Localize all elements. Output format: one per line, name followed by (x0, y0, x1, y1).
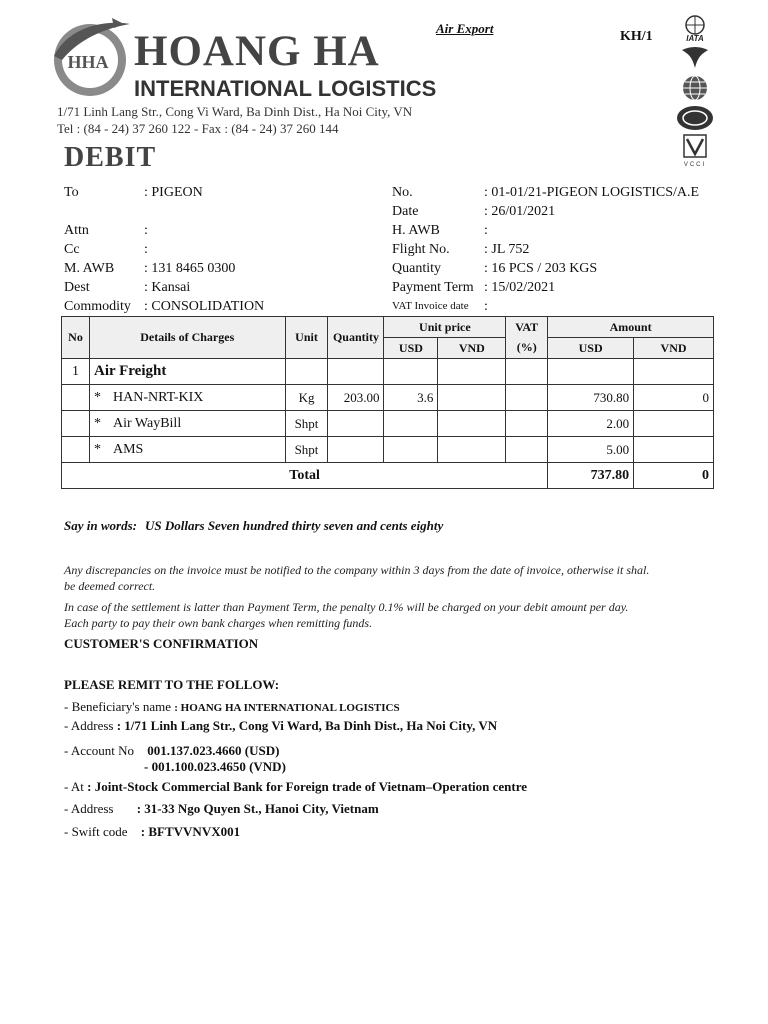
remit-address (64, 716, 497, 735)
group-no: 1 (62, 359, 90, 385)
col-price-vnd: VND (438, 338, 506, 359)
cell-unit: Shpt (285, 411, 328, 437)
shipment-info (392, 183, 732, 316)
info-value: : 15/02/2021 (484, 280, 556, 295)
cell-amount-usd: 5.00 (548, 437, 634, 463)
iata-label: IATA (686, 34, 704, 42)
iata-badge (672, 14, 718, 42)
cell-no (62, 385, 90, 411)
info-row (64, 221, 394, 240)
info-label: Dest (64, 280, 90, 295)
bullet: * (93, 415, 101, 431)
cell-amount-vnd (634, 437, 714, 463)
note-discrepancies-cont: be deemed correct. (64, 579, 156, 593)
account-label: - Account No (64, 743, 135, 758)
amount-in-words (64, 518, 443, 534)
table-total-row (62, 463, 714, 489)
iata-icon (672, 14, 718, 42)
cell-vat (506, 437, 548, 463)
info-value: : (484, 223, 488, 238)
cell-quantity: 203.00 (328, 385, 384, 411)
cell-amount-vnd: 0 (634, 385, 714, 411)
cell-quantity (328, 437, 384, 463)
info-label: Cc (64, 242, 80, 257)
cell-price-usd: 3.6 (384, 385, 438, 411)
info-value: : 26/01/2021 (484, 204, 556, 219)
info-row (392, 202, 732, 221)
table-row (62, 437, 714, 463)
info-value: : 16 PCS / 203 KGS (484, 261, 598, 276)
bullet: * (93, 441, 101, 457)
info-value: : PIGEON (144, 185, 203, 200)
globe-emblem (672, 74, 718, 102)
bank-address-value: : 31-33 Ngo Quyen St., Hanoi City, Vietnam (136, 801, 379, 816)
info-label: Flight No. (392, 242, 450, 257)
info-label: Date (392, 204, 419, 219)
info-label (64, 202, 144, 221)
bank-address-label: - Address (64, 801, 114, 816)
account-usd: 001.137.023.4660 (USD) (147, 743, 280, 758)
cell-detail (89, 385, 285, 411)
association-emblem (672, 104, 718, 132)
charge-name: AMS (112, 441, 144, 457)
remit-bank (64, 777, 527, 796)
globe-icon (672, 74, 718, 102)
cell-price-usd (384, 411, 438, 437)
col-price-usd: USD (384, 338, 438, 359)
document-code: KH/1 (620, 29, 653, 44)
info-label: Quantity (392, 261, 441, 276)
info-label: M. AWB (64, 261, 115, 276)
group-name: Air Freight (89, 359, 285, 385)
col-amount: Amount (548, 317, 714, 338)
table-group-row (62, 359, 714, 385)
vcci-icon (672, 134, 718, 168)
col-vat: VAT (506, 317, 548, 338)
swift-value: : BFTVVNVX001 (140, 824, 241, 839)
col-vat-pct: (%) (506, 338, 548, 359)
remit-heading: PLEASE REMIT TO THE FOLLOW: (64, 677, 280, 692)
info-label: Commodity (64, 299, 131, 314)
info-label: VAT Invoice date (392, 300, 469, 312)
bird-emblem (672, 44, 718, 72)
cell-no (62, 411, 90, 437)
cell-vat (506, 411, 548, 437)
document-type: Air Export (436, 21, 494, 36)
customer-confirmation: CUSTOMER'S CONFIRMATION (64, 636, 259, 651)
info-label: No. (392, 185, 413, 200)
info-row (392, 278, 732, 297)
company-address: 1/71 Linh Lang Str., Cong Vi Ward, Ba Dinh Dist., Ha Noi City, VN (57, 104, 413, 119)
association-icon (672, 104, 718, 132)
vcci-label: VCCI (683, 162, 707, 168)
note-penalty: In case of the settlement is latter than Payment Term, the penalty 0.1% will be charged on your debit amount per day. (64, 600, 629, 614)
brand-name: HOANG HA (134, 28, 380, 75)
beneficiary-label: - Beneficiary's name (64, 699, 172, 714)
cell-no (62, 437, 90, 463)
cell-price-vnd (438, 411, 506, 437)
col-unit: Unit (285, 317, 328, 359)
cell-detail (89, 437, 285, 463)
brand-subtitle: INTERNATIONAL LOGISTICS (134, 76, 437, 101)
remit-swift (64, 822, 240, 841)
cell-amount-usd: 2.00 (548, 411, 634, 437)
total-label: Total (62, 463, 548, 489)
vcci-badge (672, 134, 718, 168)
col-unit-price: Unit price (384, 317, 506, 338)
logo-text: HHA (67, 52, 109, 72)
total-usd: 737.80 (548, 463, 634, 489)
recipient-info (64, 183, 394, 316)
note-bank-charges: Each party to pay their own bank charges when remitting funds. (64, 616, 373, 630)
info-row (392, 259, 732, 278)
at-value: : Joint-Stock Commercial Bank for Foreign trade of Vietnam–Operation centre (87, 779, 528, 794)
info-row (64, 183, 394, 202)
info-row (64, 259, 394, 278)
col-amount-vnd: VND (634, 338, 714, 359)
info-value: : (484, 299, 488, 314)
swift-label: - Swift code (64, 824, 128, 839)
at-label: - At (64, 779, 84, 794)
cell-unit: Shpt (285, 437, 328, 463)
info-row (392, 297, 732, 316)
info-value: : CONSOLIDATION (144, 299, 265, 314)
page-title: DEBIT (64, 142, 157, 173)
bird-icon (672, 44, 718, 72)
company-tel-fax: Tel : (84 - 24) 37 260 122 - Fax : (84 - 24) 37 260 144 (57, 121, 339, 136)
cell-price-vnd (438, 437, 506, 463)
company-logo-icon (50, 16, 132, 98)
info-row (392, 240, 732, 259)
info-value: : 131 8465 0300 (144, 261, 236, 276)
info-value: : (144, 223, 148, 238)
say-text: US Dollars Seven hundred thirty seven and cents eighty (144, 518, 444, 533)
info-row (392, 221, 732, 240)
remit-account-vnd (144, 757, 286, 776)
say-label: Say in words: (64, 518, 137, 533)
info-row (64, 297, 394, 316)
info-label: To (64, 185, 79, 200)
address-value: : 1/71 Linh Lang Str., Cong Vi Ward, Ba Dinh Dist., Ha Noi City, VN (116, 718, 498, 733)
cell-amount-usd: 730.80 (548, 385, 634, 411)
col-no: No (62, 317, 90, 359)
account-vnd: - 001.100.023.4650 (VND) (144, 759, 286, 774)
address-label: - Address (64, 718, 114, 733)
charge-name: Air WayBill (112, 415, 182, 431)
info-row (392, 183, 732, 202)
cell-price-usd (384, 437, 438, 463)
info-value: : 01-01/21-PIGEON LOGISTICS/A.E (484, 185, 700, 200)
certification-badges (668, 14, 724, 170)
note-discrepancies: Any discrepancies on the invoice must be notified to the company within 3 days from the date of invoice, otherwise it shal. (64, 563, 650, 577)
charges-table (61, 316, 714, 489)
cell-quantity (328, 411, 384, 437)
col-quantity: Quantity (328, 317, 384, 359)
info-label: H. AWB (392, 223, 440, 238)
info-row (64, 240, 394, 259)
info-row (64, 202, 394, 221)
charge-name: HAN-NRT-KIX (112, 389, 204, 405)
col-amount-usd: USD (548, 338, 634, 359)
cell-price-vnd (438, 385, 506, 411)
remit-bank-address (64, 799, 379, 818)
table-header-row (62, 317, 714, 338)
cell-vat (506, 385, 548, 411)
remit-beneficiary (64, 697, 400, 718)
table-row (62, 385, 714, 411)
beneficiary-value: : HOANG HA INTERNATIONAL LOGISTICS (174, 702, 400, 714)
cell-unit: Kg (285, 385, 328, 411)
info-value: : Kansai (144, 280, 191, 295)
bullet: * (93, 389, 101, 405)
col-details: Details of Charges (89, 317, 285, 359)
info-label: Payment Term (392, 280, 474, 295)
total-vnd: 0 (634, 463, 714, 489)
table-row (62, 411, 714, 437)
cell-detail (89, 411, 285, 437)
info-value: : (144, 242, 148, 257)
info-value: : JL 752 (484, 242, 530, 257)
info-row (64, 278, 394, 297)
info-label: Attn (64, 223, 89, 238)
cell-amount-vnd (634, 411, 714, 437)
